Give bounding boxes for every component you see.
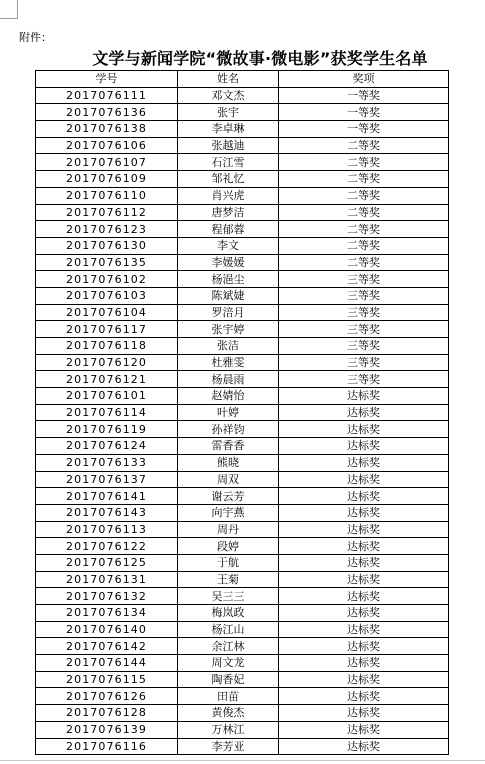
student-id-cell: 2017076104 — [36, 304, 178, 321]
table-row — [36, 87, 449, 104]
table-row — [36, 237, 449, 254]
student-name-cell: 杨浥尘 — [178, 271, 279, 288]
award-cell: 三等奖 — [279, 338, 449, 355]
student-id-cell: 2017076101 — [36, 388, 178, 405]
award-cell: 达标奖 — [279, 521, 449, 538]
award-table — [35, 70, 449, 755]
student-id-cell: 2017076130 — [36, 237, 178, 254]
table-row — [36, 254, 449, 271]
student-id-cell: 2017076128 — [36, 705, 178, 722]
award-cell: 达标奖 — [279, 488, 449, 505]
table-row — [36, 571, 449, 588]
table-row — [36, 204, 449, 221]
award-cell: 达标奖 — [279, 588, 449, 605]
award-cell: 达标奖 — [279, 621, 449, 638]
student-id-cell: 2017076115 — [36, 671, 178, 688]
student-name-cell: 梅岚政 — [178, 605, 279, 622]
student-name-cell: 李媛媛 — [178, 254, 279, 271]
table-row — [36, 454, 449, 471]
student-name-cell: 吴三三 — [178, 588, 279, 605]
student-name-cell: 熊晓 — [178, 454, 279, 471]
student-name-cell: 李文 — [178, 237, 279, 254]
award-cell: 三等奖 — [279, 287, 449, 304]
award-cell: 二等奖 — [279, 221, 449, 238]
student-id-cell: 2017076126 — [36, 688, 178, 705]
table-row — [36, 354, 449, 371]
student-name-cell: 周双 — [178, 471, 279, 488]
student-id-cell: 2017076110 — [36, 187, 178, 204]
table-row — [36, 121, 449, 138]
student-name-cell: 陈斌婕 — [178, 287, 279, 304]
student-name-cell: 张宇婷 — [178, 321, 279, 338]
award-cell: 达标奖 — [279, 638, 449, 655]
student-id-cell: 2017076111 — [36, 87, 178, 104]
student-name-cell: 赵婧怡 — [178, 388, 279, 405]
table-row — [36, 287, 449, 304]
award-cell: 达标奖 — [279, 738, 449, 755]
student-name-cell: 万林江 — [178, 721, 279, 738]
student-id-cell: 2017076112 — [36, 204, 178, 221]
page-corner-mark — [0, 0, 18, 19]
table-row — [36, 638, 449, 655]
student-id-cell: 2017076113 — [36, 521, 178, 538]
student-id-cell: 2017076136 — [36, 104, 178, 121]
award-cell: 达标奖 — [279, 471, 449, 488]
header-student-id: 学号 — [36, 71, 178, 88]
table-row — [36, 688, 449, 705]
student-id-cell: 2017076121 — [36, 371, 178, 388]
award-cell: 一等奖 — [279, 121, 449, 138]
table-row — [36, 321, 449, 338]
table-row — [36, 338, 449, 355]
student-id-cell: 2017076135 — [36, 254, 178, 271]
table-row — [36, 504, 449, 521]
student-name-cell: 段婷 — [178, 538, 279, 555]
table-row — [36, 738, 449, 755]
student-id-cell: 2017076116 — [36, 738, 178, 755]
student-name-cell: 李芳亚 — [178, 738, 279, 755]
award-cell: 达标奖 — [279, 454, 449, 471]
student-name-cell: 孙祥钧 — [178, 421, 279, 438]
header-award: 奖项 — [279, 71, 449, 88]
student-name-cell: 张宇 — [178, 104, 279, 121]
student-id-cell: 2017076140 — [36, 621, 178, 638]
award-cell: 三等奖 — [279, 271, 449, 288]
student-id-cell: 2017076118 — [36, 338, 178, 355]
award-cell: 三等奖 — [279, 304, 449, 321]
table-row — [36, 271, 449, 288]
award-cell: 二等奖 — [279, 171, 449, 188]
student-id-cell: 2017076124 — [36, 438, 178, 455]
student-name-cell: 唐梦洁 — [178, 204, 279, 221]
header-name: 姓名 — [178, 71, 279, 88]
table-row — [36, 304, 449, 321]
award-cell: 达标奖 — [279, 404, 449, 421]
table-row — [36, 721, 449, 738]
student-id-cell: 2017076109 — [36, 171, 178, 188]
student-name-cell: 周丹 — [178, 521, 279, 538]
award-cell: 二等奖 — [279, 254, 449, 271]
table-row — [36, 137, 449, 154]
student-name-cell: 石江雪 — [178, 154, 279, 171]
student-id-cell: 2017076114 — [36, 404, 178, 421]
table-row — [36, 388, 449, 405]
award-cell: 达标奖 — [279, 688, 449, 705]
document-title: 文学与新闻学院“微故事·微电影”获奖学生名单 — [92, 49, 428, 68]
student-name-cell: 杨晨雨 — [178, 371, 279, 388]
student-name-cell: 向宇燕 — [178, 504, 279, 521]
award-cell: 达标奖 — [279, 504, 449, 521]
table-row — [36, 671, 449, 688]
table-row — [36, 404, 449, 421]
student-name-cell: 杨江山 — [178, 621, 279, 638]
student-name-cell: 田苗 — [178, 688, 279, 705]
table-row — [36, 171, 449, 188]
student-name-cell: 罗涪月 — [178, 304, 279, 321]
award-cell: 达标奖 — [279, 554, 449, 571]
award-cell: 达标奖 — [279, 571, 449, 588]
student-name-cell: 张洁 — [178, 338, 279, 355]
table-row — [36, 488, 449, 505]
student-id-cell: 2017076107 — [36, 154, 178, 171]
award-cell: 达标奖 — [279, 721, 449, 738]
student-id-cell: 2017076132 — [36, 588, 178, 605]
table-row — [36, 471, 449, 488]
student-id-cell: 2017076117 — [36, 321, 178, 338]
table-row — [36, 705, 449, 722]
award-cell: 二等奖 — [279, 137, 449, 154]
table-row — [36, 521, 449, 538]
table-row — [36, 655, 449, 672]
award-cell: 三等奖 — [279, 354, 449, 371]
attachment-label: 附件： — [19, 31, 52, 44]
student-id-cell: 2017076103 — [36, 287, 178, 304]
table-row — [36, 221, 449, 238]
student-id-cell: 2017076131 — [36, 571, 178, 588]
student-name-cell: 谢云芳 — [178, 488, 279, 505]
table-row — [36, 104, 449, 121]
table-header-row — [36, 71, 449, 88]
student-id-cell: 2017076102 — [36, 271, 178, 288]
award-cell: 三等奖 — [279, 321, 449, 338]
student-name-cell: 邹礼忆 — [178, 171, 279, 188]
student-id-cell: 2017076133 — [36, 454, 178, 471]
student-name-cell: 叶婷 — [178, 404, 279, 421]
award-cell: 达标奖 — [279, 705, 449, 722]
student-id-cell: 2017076141 — [36, 488, 178, 505]
student-name-cell: 张越迪 — [178, 137, 279, 154]
student-id-cell: 2017076137 — [36, 471, 178, 488]
award-cell: 达标奖 — [279, 438, 449, 455]
student-name-cell: 邓文杰 — [178, 87, 279, 104]
student-name-cell: 于航 — [178, 554, 279, 571]
student-id-cell: 2017076123 — [36, 221, 178, 238]
table-row — [36, 438, 449, 455]
table-row — [36, 588, 449, 605]
page-bottom-edge — [0, 760, 485, 761]
award-cell: 三等奖 — [279, 371, 449, 388]
student-id-cell: 2017076138 — [36, 121, 178, 138]
award-cell: 二等奖 — [279, 237, 449, 254]
student-id-cell: 2017076106 — [36, 137, 178, 154]
award-cell: 一等奖 — [279, 104, 449, 121]
award-cell: 达标奖 — [279, 538, 449, 555]
student-id-cell: 2017076119 — [36, 421, 178, 438]
table-body — [36, 87, 449, 755]
table-row — [36, 187, 449, 204]
award-cell: 达标奖 — [279, 605, 449, 622]
student-id-cell: 2017076134 — [36, 605, 178, 622]
student-name-cell: 陶香妃 — [178, 671, 279, 688]
award-cell: 二等奖 — [279, 154, 449, 171]
award-cell: 达标奖 — [279, 421, 449, 438]
award-cell: 达标奖 — [279, 655, 449, 672]
student-id-cell: 2017076120 — [36, 354, 178, 371]
student-id-cell: 2017076125 — [36, 554, 178, 571]
student-name-cell: 黄俊杰 — [178, 705, 279, 722]
table-row — [36, 371, 449, 388]
table-row — [36, 538, 449, 555]
table-row — [36, 154, 449, 171]
student-id-cell: 2017076143 — [36, 504, 178, 521]
award-cell: 一等奖 — [279, 87, 449, 104]
student-name-cell: 肖兴虎 — [178, 187, 279, 204]
table-row — [36, 621, 449, 638]
student-id-cell: 2017076139 — [36, 721, 178, 738]
award-cell: 二等奖 — [279, 204, 449, 221]
student-id-cell: 2017076142 — [36, 638, 178, 655]
student-name-cell: 周文龙 — [178, 655, 279, 672]
student-name-cell: 余江林 — [178, 638, 279, 655]
student-name-cell: 雷香香 — [178, 438, 279, 455]
table-row — [36, 605, 449, 622]
award-cell: 二等奖 — [279, 187, 449, 204]
student-name-cell: 王菊 — [178, 571, 279, 588]
award-cell: 达标奖 — [279, 671, 449, 688]
award-cell: 达标奖 — [279, 388, 449, 405]
student-name-cell: 李卓琳 — [178, 121, 279, 138]
student-id-cell: 2017076144 — [36, 655, 178, 672]
table-row — [36, 421, 449, 438]
student-id-cell: 2017076122 — [36, 538, 178, 555]
student-name-cell: 程郁蓉 — [178, 221, 279, 238]
student-name-cell: 杜雅雯 — [178, 354, 279, 371]
table-row — [36, 554, 449, 571]
